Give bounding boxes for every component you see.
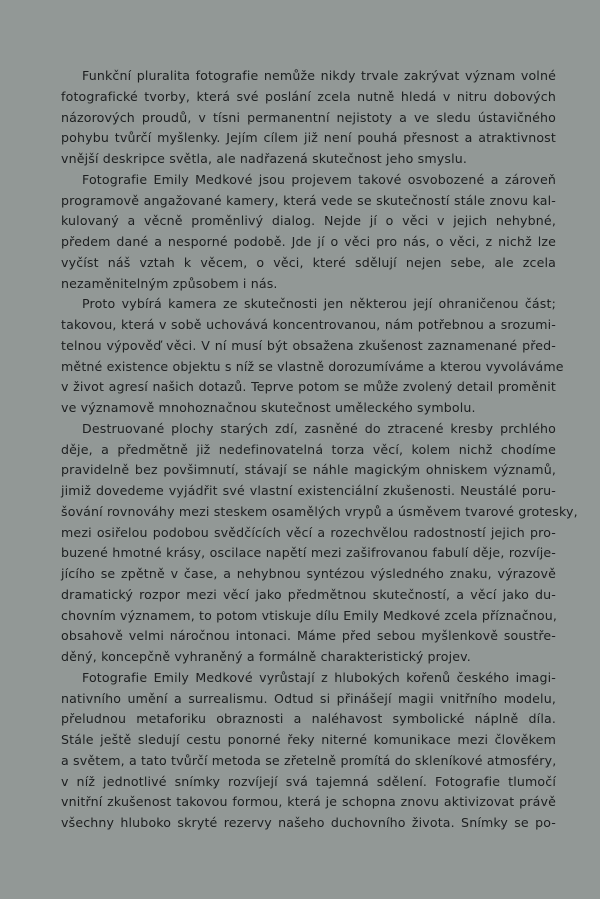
document-page: [40, 66, 578, 834]
text-line: Funkční pluralita fotografie nemůže nikdy trvale zakrývat význam volné: [82, 68, 556, 83]
text-line: předem dané a nesporné podobě. Jde jí o věci pro nás, o věci, z nichž lze: [61, 234, 556, 249]
text-line: vnější deskripce světla, ale nadřazená skutečnost jeho smyslu.: [61, 151, 468, 166]
text-line: mětné existence objektu s níž se vlastně dorozumíváme a kterou vyvoláváme: [61, 358, 564, 374]
text-line: telnou výpověď věci. V ní musí být obsažena zkušenost zaznamenané před-: [61, 337, 556, 353]
text-line: nativního umění a surrealismu. Odtud si přinášejí magii vnitřního modelu,: [61, 690, 556, 706]
text-line: děje, a předmětně již nedefinovatelná torza věcí, kolem nichž chodíme: [61, 441, 556, 457]
text-line: pohybu tvůrčí myšlenky. Jejím cílem již není pouhá přesnost a atraktivnost: [61, 130, 556, 146]
text-line: názorových proudů, v tísni permanentní nejistoty a ve sledu ústavičného: [61, 109, 556, 125]
paragraph-3: [40, 294, 564, 419]
text-line: nezaměnitelným způsobem i nás.: [61, 275, 278, 291]
text-line: Destruované plochy starých zdí, zasněné do ztracené kresby prchlého: [82, 420, 556, 436]
paragraph-4: [40, 419, 578, 668]
text-line: programově angažované kamery, která vede se skutečností stále znovu kal-: [61, 192, 556, 208]
text-line: jícího se zpětně v čase, a nehybnou syntézou výsledného znaku, výrazově: [61, 566, 556, 581]
text-line: všechny hluboko skryté rezervy našeho duchovního života. Snímky se po-: [61, 815, 556, 830]
text-line: šování rovnováhy mezi steskem osamělých vrypů a úsměvem tvarové grotesky,: [61, 503, 578, 519]
text-line: Fotografie Emily Medkové jsou projevem takové osvobozené a zároveň: [82, 171, 556, 187]
text-line: mezi osiřelou podobou svědčících věcí a rozechvělou radostností jejich pro-: [61, 524, 556, 540]
text-line: Fotografie Emily Medkové vyrůstají z hlubokých kořenů českého imagi-: [82, 669, 556, 685]
text-line: děný, koncepčně vyhraněný a formálně charakteristický projev.: [61, 649, 471, 664]
text-line: kulovaný a věcně proměnlivý dialog. Nejde jí o věci v jejich nehybné,: [61, 213, 556, 229]
text-line: Proto vybírá kamera ze skutečnosti jen některou její ohraničenou část;: [82, 296, 556, 312]
text-line: v život agresí našich dotazů. Teprve potom se může zvolený detail proměnit: [61, 379, 556, 395]
text-line: fotografické tvorby, která své poslání zcela nutně hledá v nitru dobových: [61, 88, 556, 104]
text-line: pravidelně bez povšimnutí, stávají se náhle magickým ohniskem významů,: [61, 462, 556, 478]
paragraph-5: [40, 668, 556, 834]
text-line: jimiž dovedeme vyjádřit své vlastní existenciální zkušenosti. Neustálé poru-: [61, 483, 556, 498]
paragraph-2: [40, 170, 556, 295]
text-line: a světem, a tato tvůrčí metoda se zřetelně promítá do skleníkové atmosféry,: [61, 752, 557, 768]
text-line: chovním významem, to potom vtiskuje dílu Emily Medkové zcela příznačnou,: [61, 607, 558, 623]
text-line: takovou, která v sobě uchovává koncentrovanou, nám potřebnou a srozumi-: [61, 317, 556, 332]
text-line: Stále ještě sledují cestu ponorné řeky niterné komunikace mezi člověkem: [61, 732, 556, 747]
text-line: v níž jednotlivé snímky rozvíjejí svá tajemná sdělení. Fotografie tlumočí: [61, 773, 556, 789]
text-line: přeludnou metaforiku obraznosti a naléhavost symbolické náplně díla.: [61, 711, 556, 727]
text-line: buzené hmotné krásy, oscilace napětí mezi zašifrovanou fabulí děje, rozvíje-: [61, 545, 556, 561]
paragraph-1: [40, 66, 556, 170]
text-line: obsahově velmi náročnou intonaci. Máme před sebou myšlenkově soustře-: [61, 628, 556, 644]
text-line: dramatický rozpor mezi věcí jako předmětnou skutečností, a věcí jako du-: [61, 586, 556, 602]
text-line: vnitřní zkušenost takovou formou, která je schopna znovu aktivizovat právě: [61, 794, 556, 810]
text-line: ve významově mnohoznačnou skutečnost uměleckého symbolu.: [61, 400, 476, 415]
text-line: vyčíst náš vztah k věcem, o věci, které sdělují nejen sebe, ale zcela: [61, 254, 556, 270]
